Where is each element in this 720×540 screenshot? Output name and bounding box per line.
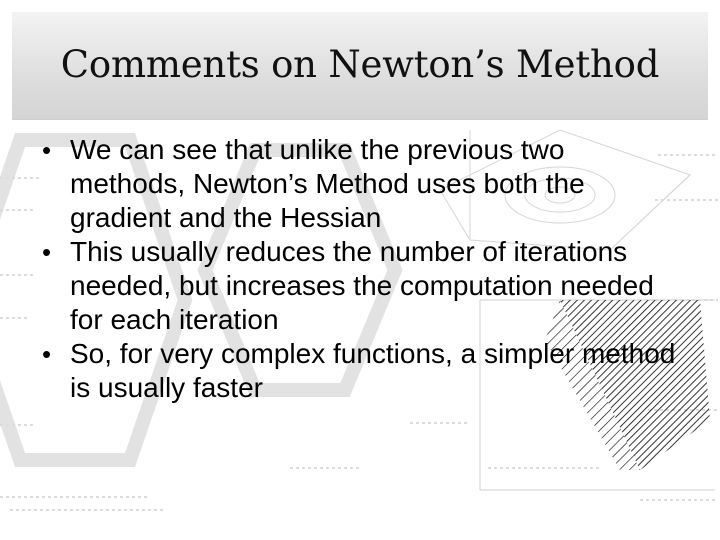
bullet-item <box>40 235 680 337</box>
bullet-item <box>40 337 680 405</box>
bullet-item <box>40 133 680 235</box>
slide-title: Comments on Newton’s Method <box>60 43 660 86</box>
bullet-marker: • <box>42 237 52 267</box>
bullet-marker: • <box>42 135 52 165</box>
bullet-text: So, for very complex functions, a simpler method is usually faster <box>70 338 676 403</box>
bullet-marker: • <box>42 339 52 369</box>
bullet-text: We can see that unlike the previous two methods, Newton’s Method uses both the gradient and the Hessian <box>70 134 585 233</box>
bullet-text: This usually reduces the number of iterations needed, but increases the computation needed for each iteration <box>70 236 654 335</box>
bullet-list <box>40 133 680 405</box>
